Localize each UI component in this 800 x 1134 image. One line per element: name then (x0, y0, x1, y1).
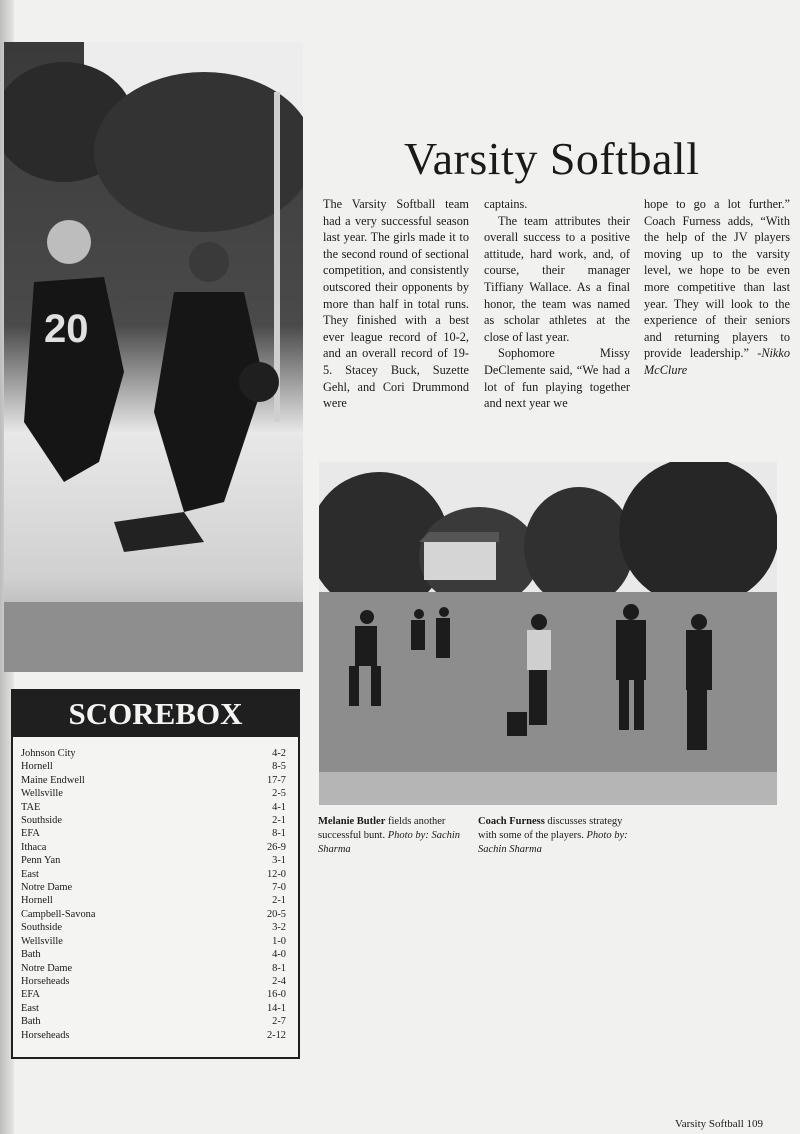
game-score: 20-5 (266, 908, 286, 920)
scorebox-row (21, 774, 286, 787)
article-paragraph: The Varsity Softball team had a very successful season last year. The girls made it to the second round of sectional competition, and consistently outscored their opponents by more than half in total runs. They finished with a best ever league record of 10-2, and an overall record of 19-5. Stacey Buck, Suzette Gehl, and Cori Drummond were (323, 197, 469, 411)
caption-text: discusses strategy with some of the players. (478, 816, 623, 841)
game-score: 2-7 (272, 1016, 286, 1028)
opponent-name: Ithaca (21, 841, 47, 853)
scorebox-row (21, 975, 286, 988)
scorebox-list (21, 747, 286, 1042)
game-score: 8-5 (272, 761, 286, 773)
opponent-name: Wellsville (21, 788, 63, 800)
scorebox-row (21, 801, 286, 814)
article-text: hope to go a lot further.” Coach Furness adds, “With the help of the JV players moving up to the varsity level, we hope to be even more competitive than last year. They will look to the experience of their seniors and returning players to provide leadership.” (644, 197, 790, 361)
game-score: 3-2 (272, 922, 286, 934)
softball-action-photo (4, 42, 303, 672)
game-score: 14-1 (266, 1002, 286, 1014)
article-paragraph: captains. (484, 197, 528, 211)
caption-subject: Melanie Butler (318, 816, 386, 827)
opponent-name: Campbell-Savona (21, 908, 96, 920)
scorebox-row (21, 1002, 286, 1015)
scorebox-row (21, 1015, 286, 1028)
opponent-name: EFA (21, 828, 40, 840)
game-score: 4-0 (272, 949, 286, 961)
opponent-name: Horseheads (21, 975, 70, 987)
game-score: 2-1 (272, 815, 286, 827)
game-score: 4-1 (272, 801, 286, 813)
article-column-2 (484, 196, 630, 412)
photo-caption (318, 815, 468, 857)
scorebox-panel (11, 689, 300, 1059)
scorebox-row (21, 988, 286, 1001)
scorebox-row (21, 948, 286, 961)
game-score: 2-4 (272, 975, 286, 987)
photo-caption (478, 815, 628, 857)
article-column-1 (323, 196, 469, 412)
game-score: 2-1 (272, 895, 286, 907)
scorebox-row (21, 935, 286, 948)
opponent-name: TAE (21, 801, 41, 813)
game-score: 1-0 (272, 935, 286, 947)
scorebox-row (21, 841, 286, 854)
game-score: 3-1 (272, 855, 286, 867)
article-paragraph (644, 196, 790, 379)
game-score: 4-2 (272, 748, 286, 759)
game-score: 7-0 (272, 882, 286, 894)
scorebox-row (21, 868, 286, 881)
game-score: 2-12 (266, 1029, 286, 1041)
opponent-name: Bath (21, 1016, 41, 1028)
scorebox-row (21, 894, 286, 907)
game-score: 17-7 (266, 774, 286, 786)
opponent-name: East (21, 868, 39, 880)
opponent-name: Maine Endwell (21, 774, 85, 786)
opponent-name: East (21, 1002, 39, 1014)
team-practice-photo (319, 462, 777, 805)
scorebox-row (21, 881, 286, 894)
caption-text: fields another successful bunt. (318, 816, 446, 841)
svg-text:20: 20 (44, 307, 89, 351)
game-score: 8-1 (272, 828, 286, 840)
opponent-name: Notre Dame (21, 882, 73, 894)
article-author: -Nikko McClure (644, 346, 790, 377)
caption-credit: Photo by: Sachin Sharma (318, 830, 461, 855)
scorebox-row (21, 747, 286, 760)
opponent-name: Hornell (21, 761, 53, 773)
game-score: 8-1 (272, 962, 286, 974)
scorebox-row (21, 908, 286, 921)
page-footer: Varsity Softball 109 (675, 1118, 763, 1130)
game-score: 12-0 (266, 868, 286, 880)
opponent-name: Notre Dame (21, 962, 73, 974)
opponent-name: Bath (21, 949, 41, 961)
opponent-name: EFA (21, 989, 40, 1001)
scorebox-row (21, 814, 286, 827)
caption-credit: Photo by: Sachin Sharma (478, 830, 628, 855)
opponent-name: Penn Yan (21, 855, 61, 867)
article-column-3 (644, 196, 790, 379)
opponent-name: Hornell (21, 895, 53, 907)
scorebox-row (21, 760, 286, 773)
opponent-name: Southside (21, 922, 62, 934)
opponent-name: Horseheads (21, 1029, 70, 1041)
opponent-name: Johnson City (21, 748, 76, 759)
scorebox-row (21, 854, 286, 867)
opponent-name: Southside (21, 815, 62, 827)
scorebox-row (21, 921, 286, 934)
game-score: 16-0 (266, 989, 286, 1001)
scorebox-row (21, 962, 286, 975)
scorebox-row (21, 1029, 286, 1042)
article-paragraph: Sophomore Missy DeClemente said, “We had a lot of fun playing together and next year we (484, 346, 630, 411)
article-paragraph: The team attributes their overall success to a positive attitude, hard work, and, of course, their manager Tiffiany Wallace. As a final honor, the team was named as scholar athletes at the close of last year. (484, 213, 630, 344)
scorebox-row (21, 827, 286, 840)
opponent-name: Wellsville (21, 935, 63, 947)
caption-subject: Coach Furness (478, 816, 545, 827)
page-title: Varsity Softball (404, 133, 700, 184)
game-score: 2-5 (272, 788, 286, 800)
scorebox-title: SCOREBOX (13, 691, 298, 737)
game-score: 26-9 (266, 841, 286, 853)
scorebox-row (21, 787, 286, 800)
